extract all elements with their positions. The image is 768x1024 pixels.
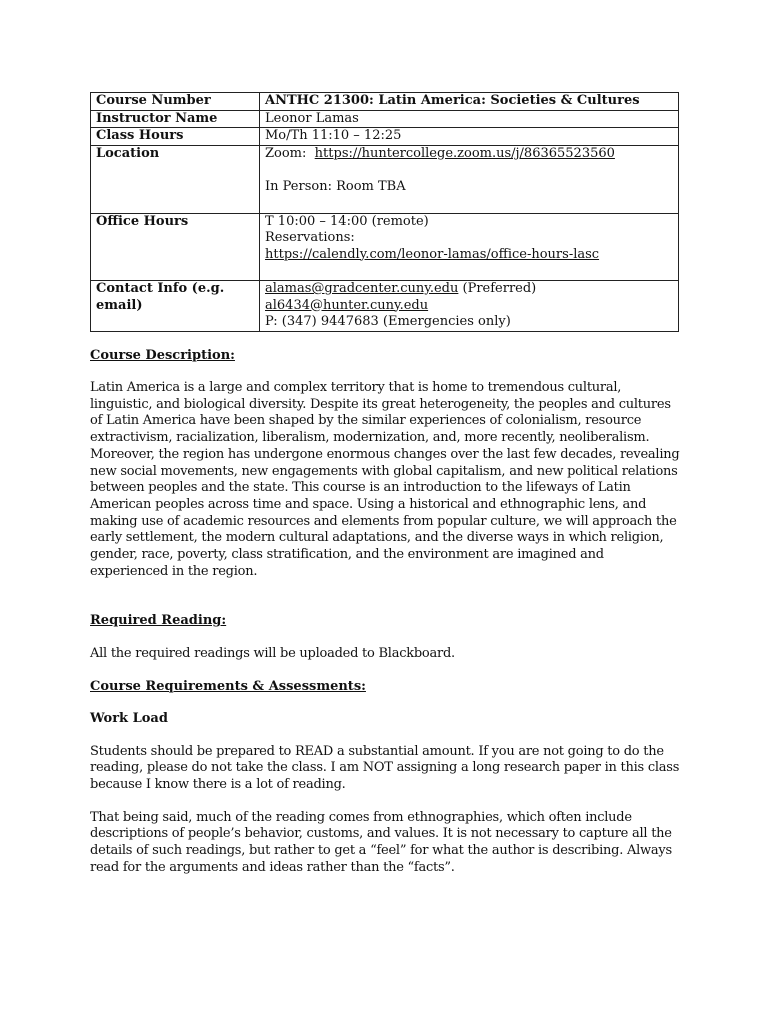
course-number-value: ANTHC 21300: Latin America: Societies & Cultures — [260, 93, 679, 111]
instructor-label: Instructor Name — [91, 110, 260, 128]
email-preferred-note: (Preferred) — [458, 281, 537, 296]
table-row — [91, 145, 679, 213]
table-row — [91, 110, 679, 128]
contact-value — [260, 281, 679, 332]
contact-phone: P: (347) 9447683 (Emergencies only) — [265, 314, 511, 329]
course-info-table — [90, 92, 679, 332]
contact-label: Contact Info (e.g. email) — [91, 281, 260, 332]
workload-paragraph-2: That being said, much of the reading comes from ethnographies, which often include descriptions of people’s behavior, customs, and values. It is not necessary to capture all the details of such readings, but rather to get a “feel” for what the author is describing. Always read for the arguments and ideas rather than the “facts”. — [90, 809, 672, 875]
email-link-secondary[interactable]: al6434@hunter.cuny.edu — [265, 297, 429, 313]
office-hours-value — [260, 213, 679, 281]
location-value — [260, 145, 679, 213]
course-description-heading: Course Description: — [90, 347, 235, 363]
table-row — [91, 128, 679, 146]
reservations-label: Reservations: — [265, 230, 355, 245]
course-description-body: Latin America is a large and complex territory that is home to tremendous cultural, linguistic, and biological diversity. Despite its great heterogeneity, the peoples and cultures of Latin America have been shaped by the similar experiences of colonialism, resource extractivism, racialization, liberalism, modernization, and, more recently, neoliberalism. Moreover, the region has undergone enormous changes over the last few decades, revealing new social movements, new engagements with global capitalism, and new political relations between peoples and the state. This course is an introduction to the lifeways of Latin American peoples across time and space. Using a historical and ethnographic lens, and making use of academic resources and elements from popular culture, we will approach the early settlement, the modern cultural adaptations, and the diverse ways in which religion, gender, race, poverty, class stratification, and the environment are imagined and experienced in the region. — [90, 380, 680, 579]
workload-heading: Work Load — [90, 711, 168, 727]
class-hours-value: Mo/Th 11:10 – 12:25 — [260, 128, 679, 146]
table-row — [91, 213, 679, 281]
calendly-link[interactable]: https://calendly.com/leonor-lamas/office-hours-lasc — [265, 246, 600, 262]
requirements-heading: Course Requirements & Assessments: — [90, 678, 366, 694]
zoom-prefix: Zoom: — [265, 145, 315, 161]
class-hours-label: Class Hours — [91, 128, 260, 146]
table-row — [91, 93, 679, 111]
table-row — [91, 281, 679, 332]
email-link-primary[interactable]: alamas@gradcenter.cuny.edu — [265, 281, 459, 296]
office-hours-label: Office Hours — [91, 213, 260, 281]
office-hours-time: T 10:00 – 14:00 (remote) — [265, 213, 429, 229]
location-label: Location — [91, 145, 260, 213]
required-reading-heading: Required Reading: — [90, 613, 227, 629]
required-reading-body: All the required readings will be uploaded to Blackboard. — [90, 645, 455, 661]
in-person-location: In Person: Room TBA — [265, 179, 406, 194]
syllabus-page — [90, 92, 680, 877]
workload-paragraph-1: Students should be prepared to READ a substantial amount. If you are not going to do the reading, please do not take the class. I am NOT assigning a long research paper in this class because I know there is a lot of reading. — [90, 743, 680, 793]
zoom-link[interactable]: https://huntercollege.zoom.us/j/86365523560 — [314, 145, 615, 161]
course-number-label: Course Number — [91, 93, 260, 111]
instructor-value: Leonor Lamas — [260, 110, 679, 128]
